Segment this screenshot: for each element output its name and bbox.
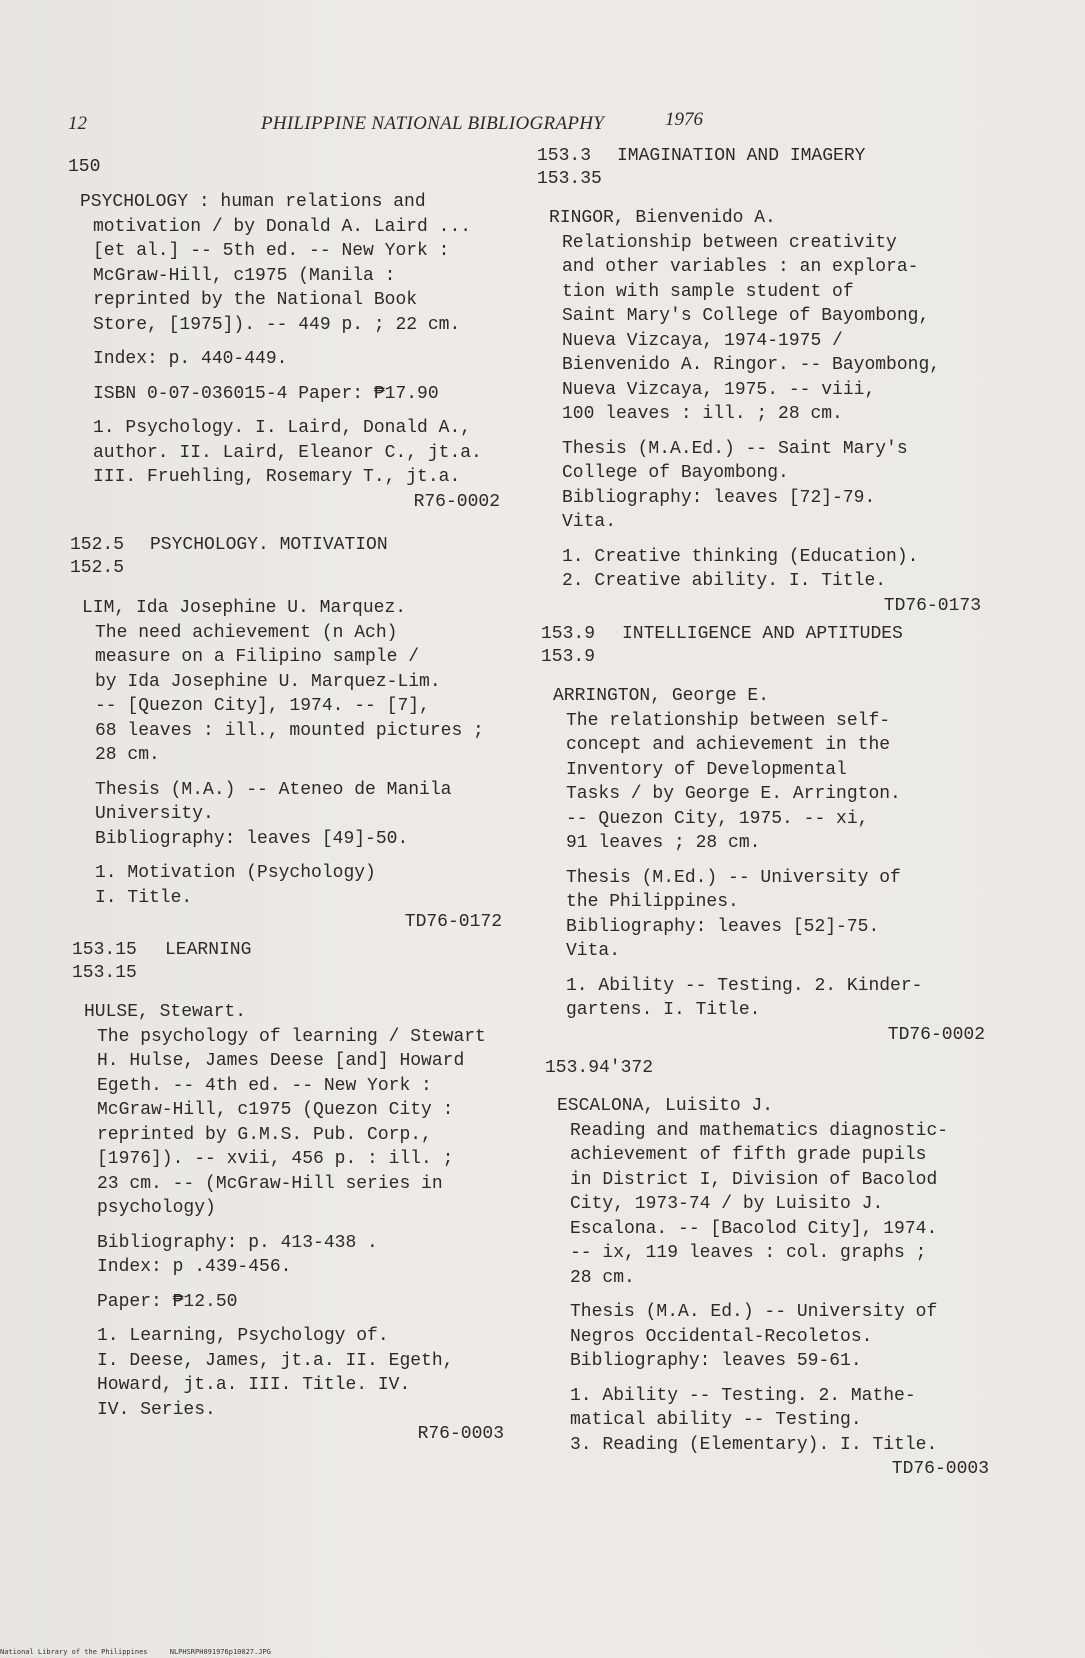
description-line: McGraw-Hill, c1975 (Quezon City : — [97, 1100, 454, 1120]
description-line: 68 leaves : ill., mounted pictures ; — [95, 720, 484, 741]
note-gap — [84, 1280, 504, 1290]
description-line: [et al.] -- 5th ed. -- New York : — [93, 241, 450, 261]
note-line: Index: p .439-456. — [97, 1257, 292, 1277]
description-line: 91 leaves ; 28 cm. — [566, 833, 761, 853]
scan-footer — [0, 1648, 289, 1656]
entry-body — [82, 596, 502, 935]
class-number: 153.15 — [72, 940, 137, 960]
description-line: -- Quezon City, 1975. -- xi, — [566, 808, 869, 829]
note-line: III. Fruehling, Rosemary T., jt.a. — [93, 467, 461, 487]
description-line: motivation / by Donald A. Laird ... — [93, 216, 472, 237]
note-gap — [549, 427, 981, 437]
entry-body — [80, 190, 500, 514]
note-line: 1. Ability -- Testing. 2. Kinder- — [566, 975, 923, 996]
note-gap — [549, 535, 981, 545]
note-gap — [80, 406, 500, 416]
class-number: 153.15 — [72, 963, 137, 983]
class-number: 153.3 — [537, 146, 592, 166]
note-gap — [557, 1290, 989, 1300]
control-number: R76-0003 — [417, 1424, 504, 1444]
description-line: City, 1973-74 / by Luisito J. — [570, 1194, 884, 1214]
control-number: TD76-0003 — [891, 1459, 989, 1479]
subject-heading: PSYCHOLOGY. MOTIVATION — [150, 535, 388, 555]
note-line: I. Deese, James, jt.a. II. Egeth, — [97, 1350, 454, 1371]
description-line: reprinted by G.M.S. Pub. Corp., — [97, 1124, 432, 1145]
note-line: Bibliography: leaves [49]-50. — [95, 828, 409, 849]
description-line: Nueva Vizcaya, 1975. -- viii, — [562, 379, 876, 400]
note-gap — [84, 1221, 504, 1231]
page-number: 12 — [68, 113, 87, 134]
description-line: 23 cm. -- (McGraw-Hill series in — [97, 1173, 443, 1194]
note-gap — [80, 372, 500, 382]
bibliography-title: PHILIPPINE NATIONAL BIBLIOGRAPHY — [261, 113, 605, 134]
note-gap — [82, 851, 502, 861]
description-line: in District I, Division of Bacolod — [570, 1169, 938, 1190]
description-line: Relationship between creativity — [562, 232, 897, 253]
entry-body — [84, 1000, 504, 1447]
description-line: Reading and mathematics diagnostic- — [570, 1120, 949, 1141]
control-number: TD76-0173 — [883, 595, 981, 616]
description-line: reprinted by the National Book — [93, 290, 418, 310]
note-line: ISBN 0-07-036015-4 Paper: ₱17.90 — [93, 383, 439, 404]
library-credit: National Library of the Philippines — [0, 1648, 148, 1656]
description-line: McGraw-Hill, c1975 (Manila : — [93, 265, 396, 286]
description-line: 100 leaves : ill. ; 28 cm. — [562, 404, 843, 424]
note-line: College of Bayombong. — [562, 463, 789, 483]
description-line: psychology) — [97, 1198, 216, 1218]
description-line: [1976]). -- xvii, 456 p. : ill. ; — [97, 1149, 454, 1169]
main-entry: RINGOR, Bienvenido A. — [549, 208, 776, 228]
class-number: 153.9 — [541, 647, 596, 667]
note-line: Thesis (M.Ed.) -- University of — [566, 867, 901, 888]
file-name: NLPHSRPH091976p10027.JPG — [169, 1648, 271, 1656]
control-number: R76-0002 — [413, 491, 500, 512]
description-line: -- ix, 119 leaves : col. graphs ; — [570, 1243, 927, 1263]
description-line: The relationship between self- — [566, 710, 891, 731]
note-line: 1. Motivation (Psychology) — [95, 863, 376, 883]
description-line: concept and achievement in the — [566, 735, 891, 755]
note-line: gartens. I. Title. — [566, 1000, 761, 1020]
class-number: 153.35 — [537, 169, 602, 189]
class-number: 153.9 — [541, 624, 596, 644]
description-line: Saint Mary's College of Bayombong, — [562, 306, 930, 326]
note-line: author. II. Laird, Eleanor C., jt.a. — [93, 442, 482, 463]
description-line: by Ida Josephine U. Marquez-Lim. — [95, 671, 441, 692]
main-entry: PSYCHOLOGY : human relations and — [80, 192, 426, 212]
running-head — [68, 109, 748, 141]
note-gap — [557, 1374, 989, 1384]
note-line: matical ability -- Testing. — [570, 1410, 862, 1430]
description-line: -- [Quezon City], 1974. -- [7], — [95, 696, 430, 716]
note-line: Negros Occidental-Recoletos. — [570, 1326, 873, 1347]
description-line: Nueva Vizcaya, 1974-1975 / — [562, 330, 843, 351]
description-line: The psychology of learning / Stewart — [97, 1026, 486, 1047]
note-gap — [84, 1314, 504, 1324]
note-line: Bibliography: leaves [52]-75. — [566, 916, 880, 937]
note-line: I. Title. — [95, 887, 193, 908]
bibliography-year: 1976 — [665, 109, 703, 130]
control-number: TD76-0002 — [887, 1024, 985, 1045]
description-line: Bienvenido A. Ringor. -- Bayombong, — [562, 355, 941, 375]
entry-body — [557, 1094, 989, 1482]
description-line: 28 cm. — [570, 1267, 635, 1288]
note-line: University. — [95, 804, 214, 824]
note-line: 1. Psychology. I. Laird, Donald A., — [93, 418, 472, 438]
note-line: 1. Ability -- Testing. 2. Mathe- — [570, 1385, 916, 1406]
note-line: 2. Creative ability. I. Title. — [562, 571, 887, 591]
note-line: Howard, jt.a. III. Title. IV. — [97, 1375, 411, 1395]
description-line: measure on a Filipino sample / — [95, 647, 420, 667]
note-line: the Philippines. — [566, 892, 739, 912]
main-entry: ESCALONA, Luisito J. — [557, 1096, 774, 1116]
control-number: TD76-0172 — [404, 912, 502, 932]
class-number: 152.5 — [70, 558, 125, 578]
main-entry: LIM, Ida Josephine U. Marquez. — [82, 598, 407, 618]
note-line: 3. Reading (Elementary). I. Title. — [570, 1434, 938, 1455]
subject-heading: INTELLIGENCE AND APTITUDES — [622, 624, 903, 644]
description-line: achievement of fifth grade pupils — [570, 1145, 927, 1165]
note-line: Index: p. 440-449. — [93, 349, 288, 369]
description-line: Inventory of Developmental — [566, 759, 847, 780]
subject-heading: IMAGINATION AND IMAGERY — [617, 146, 866, 166]
note-line: IV. Series. — [97, 1399, 216, 1420]
note-gap — [553, 964, 985, 974]
description-line: The need achievement (n Ach) — [95, 622, 398, 643]
entry-body — [549, 206, 981, 618]
entry-body — [553, 684, 985, 1047]
note-line: Vita. — [562, 512, 617, 532]
note-line: 1. Creative thinking (Education). — [562, 546, 919, 567]
description-line: Store, [1975]). -- 449 p. ; 22 cm. — [93, 314, 461, 335]
note-gap — [553, 856, 985, 866]
description-line: H. Hulse, James Deese [and] Howard — [97, 1051, 465, 1071]
note-line: Paper: ₱12.50 — [97, 1291, 238, 1312]
note-line: Bibliography: leaves [72]-79. — [562, 487, 876, 508]
note-gap — [80, 337, 500, 347]
description-line: and other variables : an explora- — [562, 257, 919, 277]
subject-heading: LEARNING — [165, 940, 252, 960]
main-entry: ARRINGTON, George E. — [553, 686, 770, 706]
description-line: tion with sample student of — [562, 281, 854, 302]
description-line: Escalona. -- [Bacolod City], 1974. — [570, 1218, 938, 1239]
note-line: Thesis (M.A. Ed.) -- University of — [570, 1302, 938, 1322]
class-number: 150 — [68, 157, 101, 177]
note-line: Thesis (M.A.) -- Ateneo de Manila — [95, 779, 452, 800]
note-line: 1. Learning, Psychology of. — [97, 1326, 389, 1346]
note-line: Bibliography: p. 413-438 . — [97, 1232, 378, 1253]
class-number: 152.5 — [70, 535, 125, 555]
note-line: Bibliography: leaves 59-61. — [570, 1351, 862, 1371]
description-line: 28 cm. — [95, 745, 160, 765]
main-entry: HULSE, Stewart. — [84, 1002, 247, 1022]
class-number: 153.94'372 — [545, 1058, 654, 1078]
description-line: Tasks / by George E. Arrington. — [566, 784, 901, 804]
description-line: Egeth. -- 4th ed. -- New York : — [97, 1075, 432, 1096]
note-line: Thesis (M.A.Ed.) -- Saint Mary's — [562, 438, 908, 459]
note-line: Vita. — [566, 941, 621, 961]
note-gap — [82, 768, 502, 778]
